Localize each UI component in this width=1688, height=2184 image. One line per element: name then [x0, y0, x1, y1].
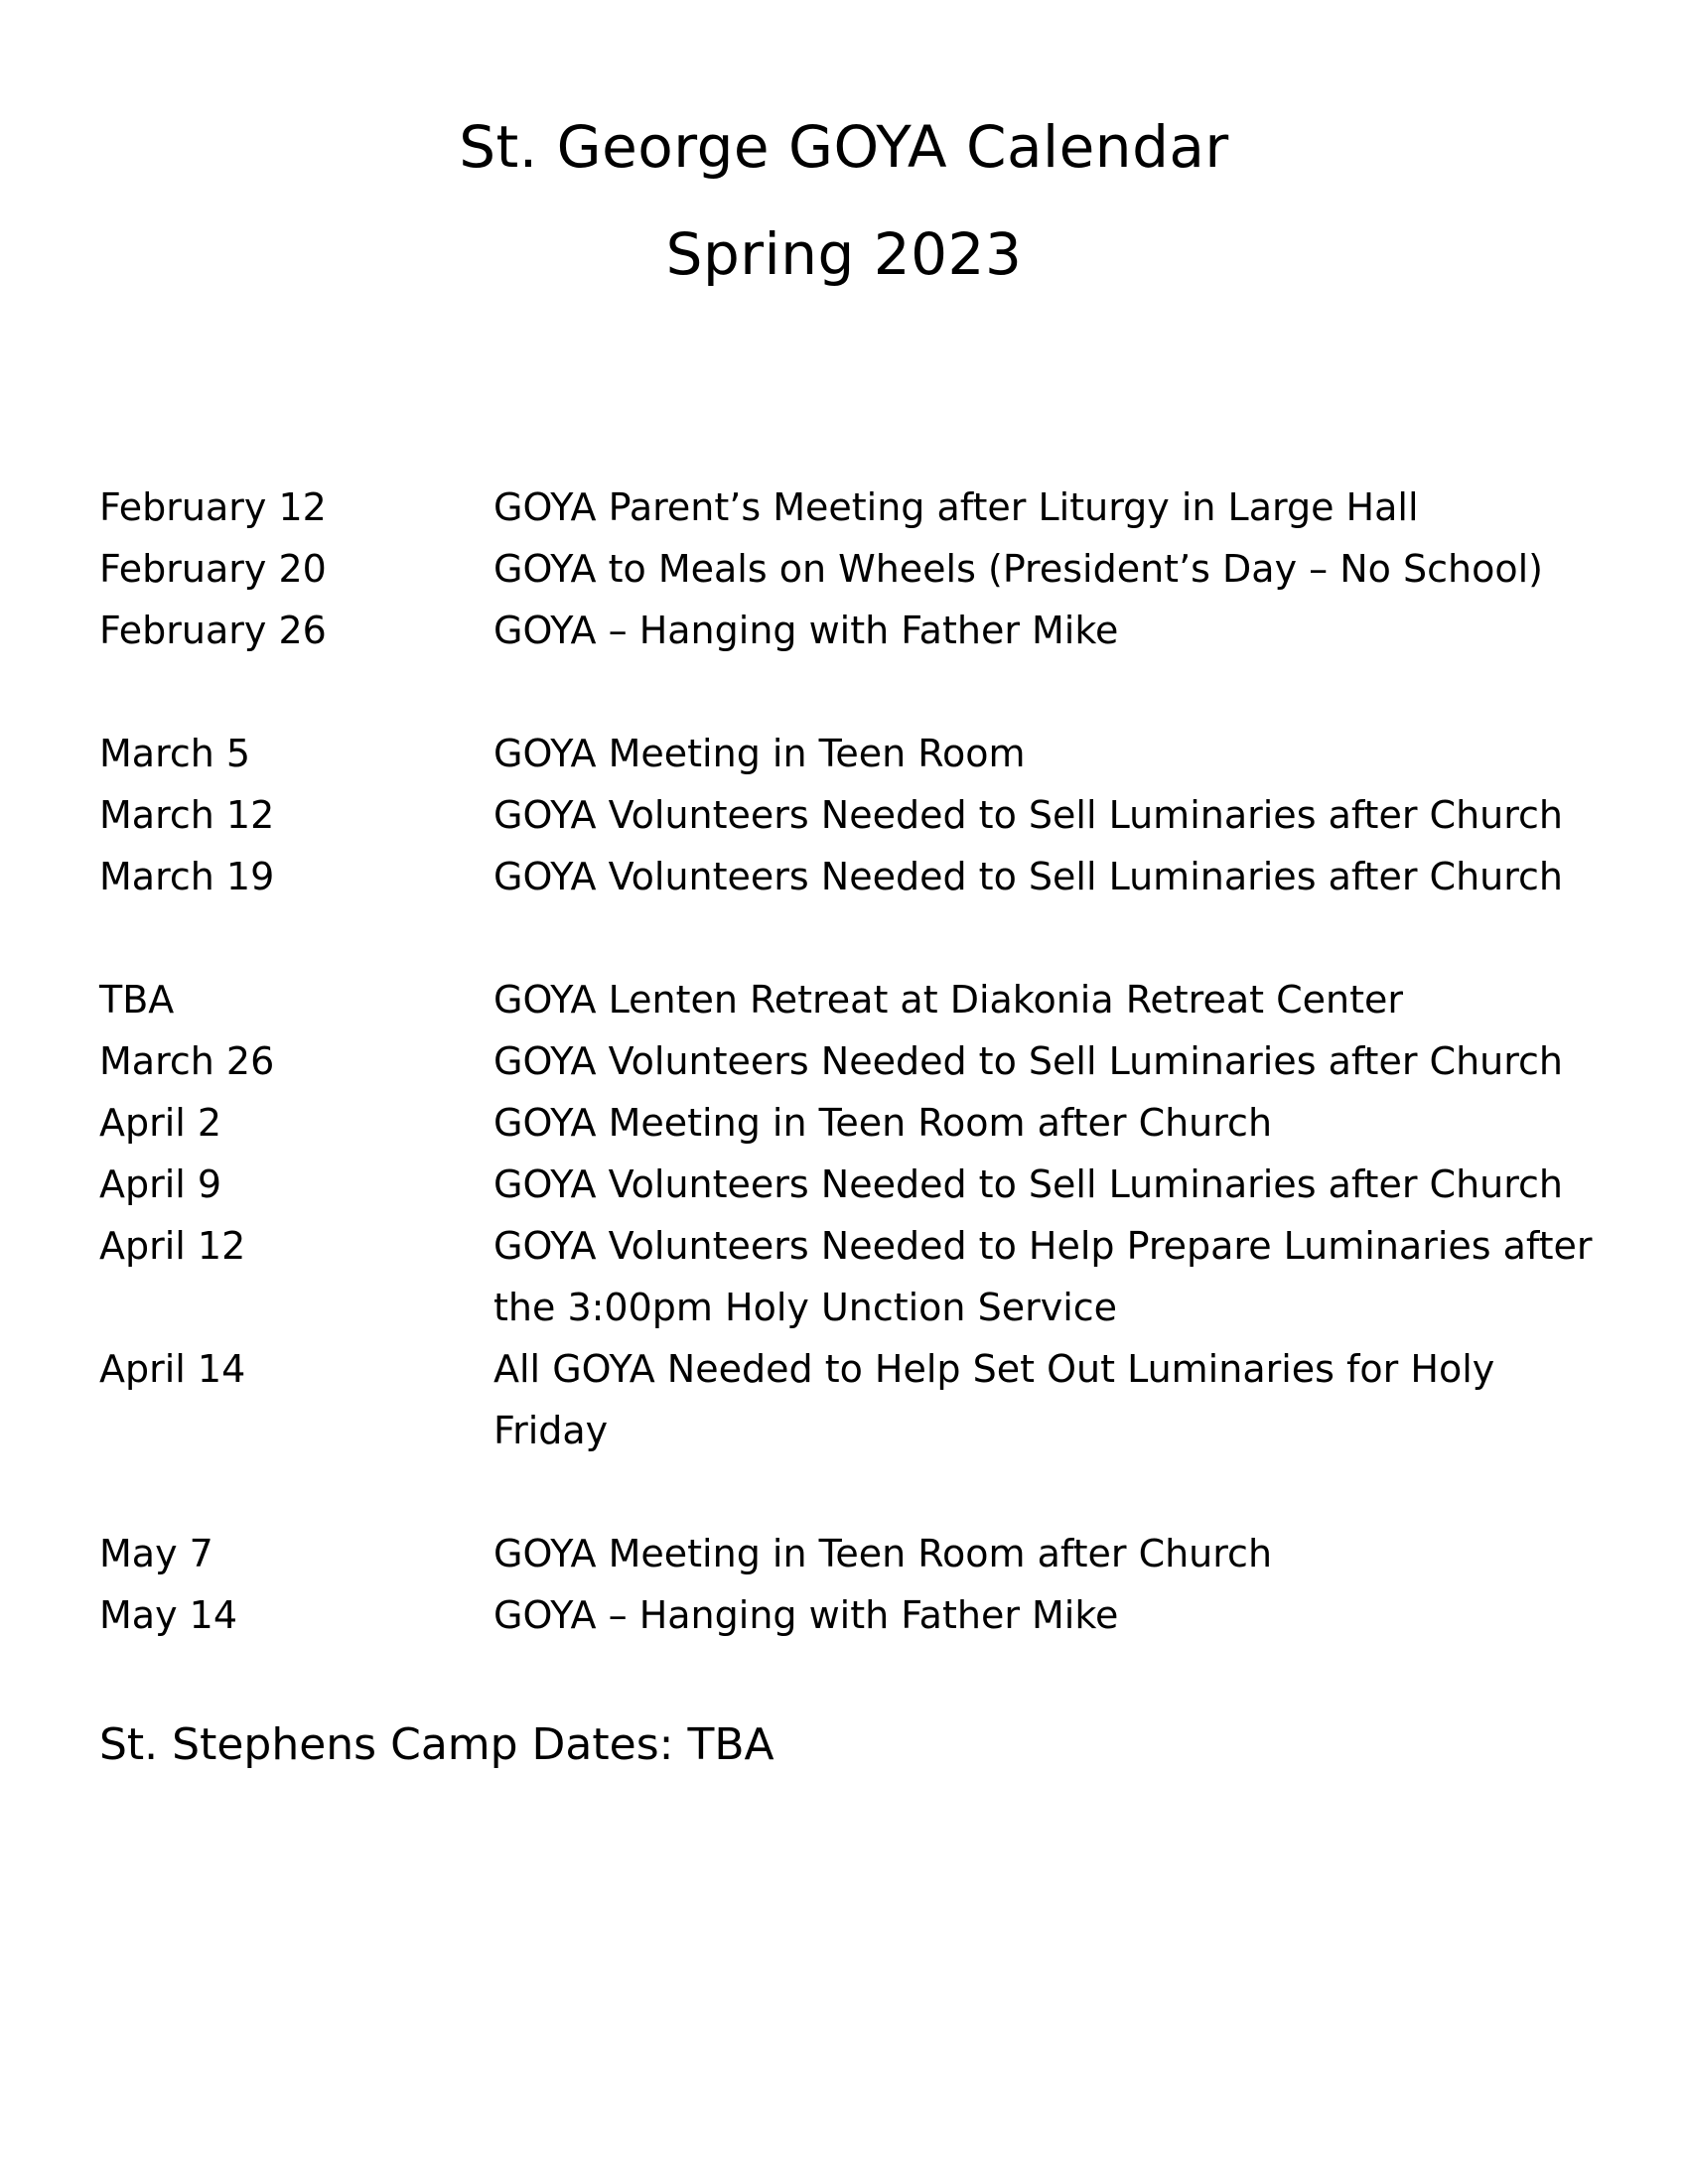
- entry-event: GOYA Lenten Retreat at Diakonia Retreat Center: [493, 978, 1404, 1022]
- entry-event: GOYA – Hanging with Father Mike: [493, 609, 1119, 652]
- entry-date: May 7: [99, 1532, 213, 1575]
- entry-event: GOYA Meeting in Teen Room after Church: [493, 1101, 1273, 1145]
- entry-date: March 5: [99, 732, 251, 775]
- entry-event: GOYA Volunteers Needed to Sell Luminaries after Church: [493, 1162, 1564, 1206]
- entry-date: April 9: [99, 1162, 222, 1206]
- entry-date: April 2: [99, 1101, 222, 1145]
- entry-date: April 12: [99, 1224, 246, 1268]
- entry-date: March 19: [99, 855, 275, 898]
- entry-event: GOYA – Hanging with Father Mike: [493, 1593, 1119, 1637]
- entry-date: May 14: [99, 1593, 237, 1637]
- entry-event: GOYA Volunteers Needed to Help Prepare Luminaries after the 3:00pm Holy Unction Service: [493, 1224, 1593, 1329]
- entry-date: February 12: [99, 485, 327, 529]
- entry-event: GOYA Volunteers Needed to Sell Luminaries after Church: [493, 1039, 1564, 1083]
- entry-date: TBA: [99, 978, 175, 1022]
- entry-event: GOYA Meeting in Teen Room after Church: [493, 1532, 1273, 1575]
- entry-date: February 26: [99, 609, 327, 652]
- camp-dates-note: St. Stephens Camp Dates: TBA: [99, 1719, 774, 1770]
- entry-event: GOYA Parent’s Meeting after Liturgy in Large Hall: [493, 485, 1419, 529]
- entry-date: March 12: [99, 793, 275, 837]
- entry-date: April 14: [99, 1347, 246, 1391]
- entry-event: GOYA to Meals on Wheels (President’s Day – No School): [493, 547, 1543, 591]
- entry-date: March 26: [99, 1039, 275, 1083]
- entry-date: February 20: [99, 547, 327, 591]
- entry-event: GOYA Volunteers Needed to Sell Luminaries after Church: [493, 793, 1564, 837]
- page-title: St. George GOYA Calendar: [459, 113, 1229, 181]
- entry-event: GOYA Meeting in Teen Room: [493, 732, 1026, 775]
- entry-event: All GOYA Needed to Help Set Out Luminaries for Holy Friday: [493, 1347, 1495, 1452]
- page-subtitle: Spring 2023: [665, 220, 1023, 288]
- entry-event: GOYA Volunteers Needed to Sell Luminaries after Church: [493, 855, 1564, 898]
